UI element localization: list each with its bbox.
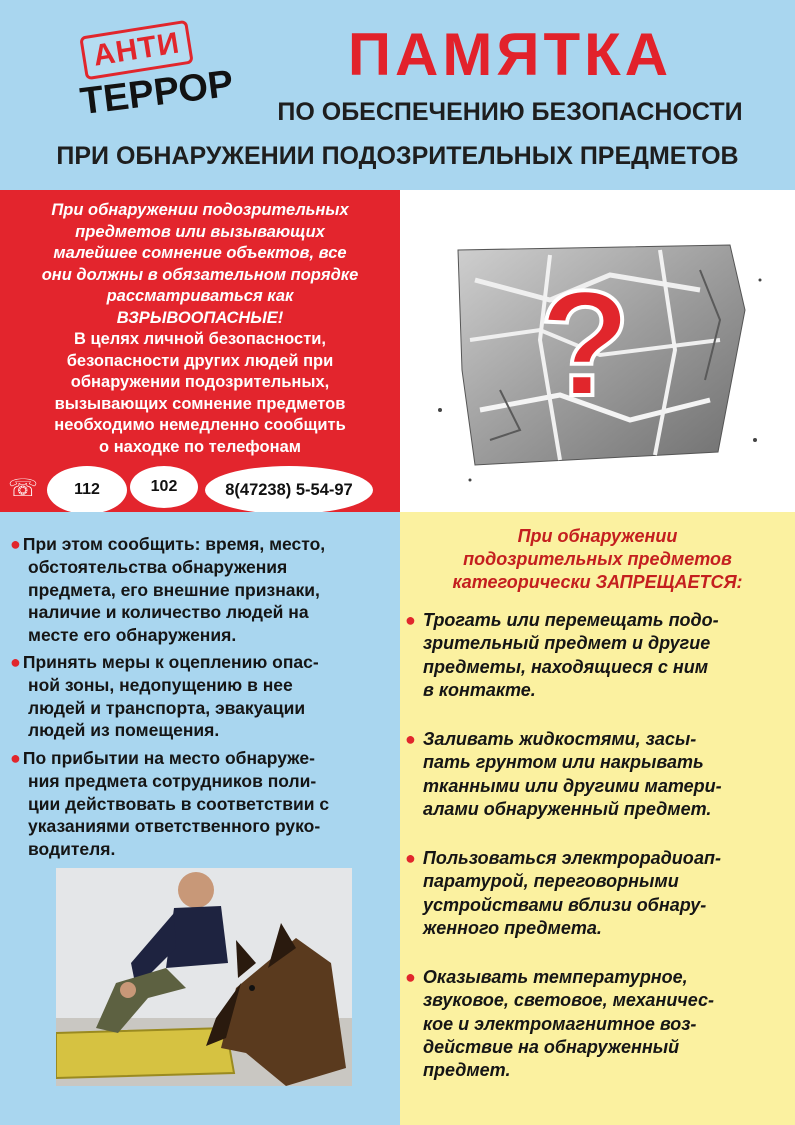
prohibitions-heading bbox=[400, 525, 795, 594]
phone-number-local[interactable]: 8(47238) 5-54-97 bbox=[205, 466, 373, 514]
heading-line: категорически ЗАПРЕЩАЕТСЯ: bbox=[452, 572, 743, 592]
prohibition-line: женного предмета. bbox=[423, 917, 602, 938]
phone-number-102[interactable]: 102 bbox=[130, 466, 198, 508]
instruction-line: обстоятельства обнаружения bbox=[28, 556, 288, 577]
instruction-line: указаниями ответственного руко- bbox=[28, 816, 321, 837]
prohibition-line: Пользоваться электрорадиоап- bbox=[422, 848, 721, 868]
suspicious-package-image bbox=[400, 190, 795, 512]
warning-line: предметов или вызывающих bbox=[75, 222, 325, 241]
logo-anti-text: АНТИ bbox=[79, 20, 194, 81]
police-dog-photo bbox=[56, 868, 352, 1086]
prohibition-line: действие на обнаруженный bbox=[423, 1036, 680, 1057]
warning-text bbox=[10, 200, 390, 458]
warning-line: необходимо немедленно сообщить bbox=[54, 416, 346, 434]
antiterror-logo bbox=[70, 20, 245, 130]
page-title: ПАМЯТКА bbox=[347, 21, 673, 88]
instruction-line: ции действовать в соответствии с bbox=[28, 793, 330, 814]
instruction-line: Принять меры к оцеплению опас- bbox=[22, 652, 319, 672]
warning-line: вызывающих сомнение предметов bbox=[54, 394, 346, 413]
svg-text:?: ? bbox=[539, 259, 631, 427]
prohibition-line: Оказывать температурное, bbox=[422, 967, 688, 987]
instruction-line: людей и транспорта, эвакуации bbox=[28, 697, 306, 718]
prohibition-item bbox=[405, 609, 790, 702]
warning-line: о находке по телефонам bbox=[99, 437, 301, 456]
prohibition-line: зрительный предмет и другие bbox=[423, 633, 711, 654]
prohibition-line: предметы, находящиеся с ним bbox=[423, 656, 709, 677]
prohibition-line: алами обнаруженный предмет. bbox=[423, 798, 712, 819]
warning-line: ВЗРЫВООПАСНЫЕ! bbox=[116, 308, 284, 327]
prohibition-line: предмет. bbox=[423, 1060, 511, 1081]
warning-line: они должны в обязательном порядке bbox=[41, 265, 359, 284]
red-warning-panel bbox=[0, 190, 400, 512]
red-dot-icon: ● bbox=[10, 748, 21, 768]
prohibition-line: пать грунтом или накрывать bbox=[423, 752, 704, 773]
subtitle-line-1: ПО ОБЕСПЕЧЕНИЮ БЕЗОПАСНОСТИ bbox=[277, 98, 743, 126]
red-dot-icon: ● bbox=[405, 848, 416, 868]
warning-line: При обнаружении подозрительных bbox=[51, 201, 349, 219]
prohibition-line: Трогать или перемещать подо- bbox=[422, 610, 719, 630]
prohibition-item bbox=[405, 847, 790, 940]
instruction-item bbox=[10, 651, 395, 742]
instruction-line: При этом сообщить: время, место, bbox=[22, 534, 326, 554]
red-dot-icon: ● bbox=[405, 967, 416, 987]
warning-line: малейшее сомнение объектов, все bbox=[53, 244, 347, 262]
red-dot-icon: ● bbox=[10, 534, 21, 554]
prohibition-line: устройствами вблизи обнару- bbox=[423, 894, 707, 915]
instruction-line: ной зоны, недопущению в нее bbox=[28, 674, 293, 695]
red-dot-icon: ● bbox=[405, 729, 416, 749]
red-dot-icon: ● bbox=[10, 652, 21, 672]
instruction-line: месте его обнаружения. bbox=[28, 625, 237, 646]
subtitle-line-2: ПРИ ОБНАРУЖЕНИИ ПОДОЗРИТЕЛЬНЫХ ПРЕДМЕТОВ bbox=[56, 142, 739, 170]
warning-line: обнаружении подозрительных, bbox=[70, 373, 330, 391]
instruction-line: водителя. bbox=[28, 839, 116, 860]
warning-line: безопасности других людей при bbox=[66, 351, 334, 370]
instruction-line: По прибытии на место обнаруже- bbox=[22, 748, 315, 768]
prohibition-line: Заливать жидкостями, засы- bbox=[422, 729, 697, 749]
police-dog-illustration bbox=[56, 868, 352, 1086]
prohibition-item bbox=[405, 966, 790, 1082]
prohibition-line: звуковое, световое, механичес- bbox=[423, 990, 715, 1011]
prohibition-line: паратурой, переговорными bbox=[423, 871, 679, 892]
logo-terror-text: ТЕРРОР bbox=[77, 62, 236, 124]
telephone-icon: ☏ bbox=[8, 475, 39, 502]
heading-line: При обнаружении bbox=[517, 526, 678, 546]
instruction-item bbox=[10, 747, 395, 861]
instruction-line: предмета, его внешние признаки, bbox=[28, 579, 320, 600]
heading-line: подозрительных предметов bbox=[463, 549, 732, 569]
instruction-line: людей из помещения. bbox=[28, 720, 220, 741]
prohibition-line: в контакте. bbox=[423, 679, 536, 700]
warning-line: рассматриваться как bbox=[106, 287, 294, 305]
prohibition-line: кое и электромагнитное воз- bbox=[423, 1013, 697, 1034]
suspicious-package-question-icon bbox=[400, 190, 795, 512]
instruction-item bbox=[10, 533, 395, 647]
instruction-line: ния предмета сотрудников поли- bbox=[28, 770, 317, 791]
red-dot-icon: ● bbox=[405, 610, 416, 630]
instruction-line: наличие и количество людей на bbox=[28, 602, 309, 623]
warning-line: В целях личной безопасности, bbox=[73, 330, 327, 348]
prohibition-line: тканными или другими матери- bbox=[423, 775, 722, 796]
phone-number-112[interactable]: 112 bbox=[47, 466, 127, 514]
prohibition-item bbox=[405, 728, 790, 821]
